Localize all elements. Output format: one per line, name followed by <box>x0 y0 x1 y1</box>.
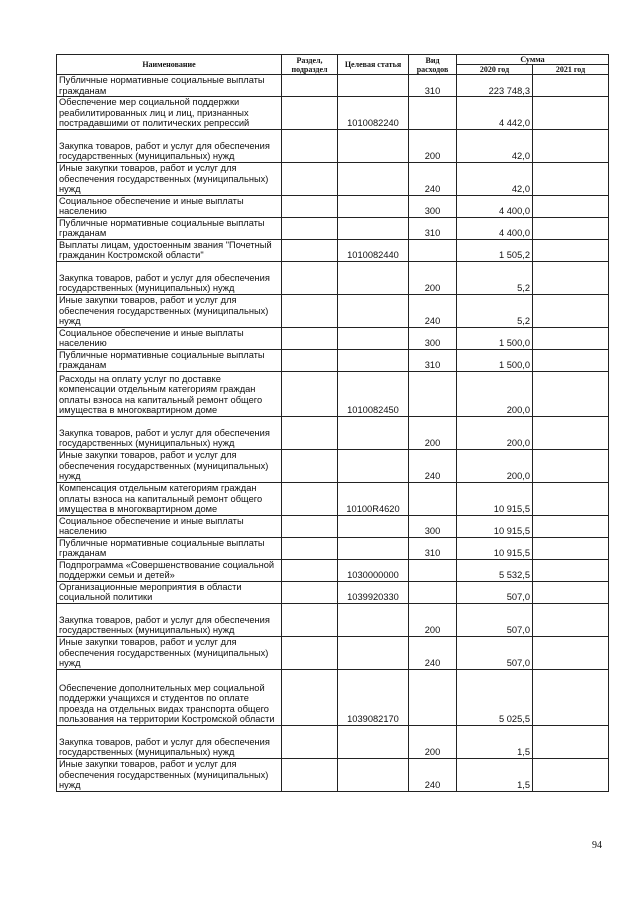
row-kind: 310 <box>409 537 457 559</box>
table-row <box>57 636 609 669</box>
row-target: 1010082440 <box>338 239 409 261</box>
row-sum-2021 <box>533 581 609 603</box>
row-name: Подпрограмма «Совершенствование социальной поддержки семьи и детей» <box>57 559 282 581</box>
table-row <box>57 603 609 636</box>
table-row <box>57 75 609 97</box>
row-sum-2020: 4 442,0 <box>457 97 533 130</box>
row-target <box>338 758 409 791</box>
table-row <box>57 559 609 581</box>
row-sum-2020: 1,5 <box>457 725 533 758</box>
row-sum-2020: 5,2 <box>457 294 533 327</box>
header-target: Целевая статья <box>338 55 409 75</box>
row-sum-2021 <box>533 162 609 195</box>
row-section <box>282 349 338 371</box>
row-name: Выплаты лицам, удостоенным звания "Почетный гражданин Костромской области" <box>57 239 282 261</box>
row-target <box>338 294 409 327</box>
row-section <box>282 581 338 603</box>
row-kind: 240 <box>409 636 457 669</box>
row-sum-2020: 1 505,2 <box>457 239 533 261</box>
row-sum-2021 <box>533 75 609 97</box>
row-section <box>282 239 338 261</box>
header-kind: Вид расходов <box>409 55 457 75</box>
row-kind: 240 <box>409 162 457 195</box>
row-kind: 200 <box>409 603 457 636</box>
row-sum-2020: 223 748,3 <box>457 75 533 97</box>
row-sum-2021 <box>533 349 609 371</box>
budget-table <box>56 54 609 792</box>
row-kind <box>409 239 457 261</box>
row-section <box>282 217 338 239</box>
header-sum: Сумма <box>457 55 609 65</box>
row-sum-2020: 1,5 <box>457 758 533 791</box>
row-sum-2020: 10 915,5 <box>457 537 533 559</box>
row-target: 1030000000 <box>338 559 409 581</box>
row-target <box>338 75 409 97</box>
table-row <box>57 449 609 482</box>
row-section <box>282 75 338 97</box>
row-sum-2021 <box>533 603 609 636</box>
table-row <box>57 416 609 449</box>
row-kind: 300 <box>409 327 457 349</box>
row-name: Иные закупки товаров, работ и услуг для обеспечения государственных (муниципальных) нужд <box>57 294 282 327</box>
row-kind: 240 <box>409 449 457 482</box>
row-target <box>338 327 409 349</box>
row-section <box>282 758 338 791</box>
row-sum-2020: 200,0 <box>457 416 533 449</box>
row-sum-2020: 1 500,0 <box>457 349 533 371</box>
row-target <box>338 515 409 537</box>
header-year-2021: 2021 год <box>533 65 609 75</box>
row-name: Иные закупки товаров, работ и услуг для обеспечения государственных (муниципальных) нужд <box>57 162 282 195</box>
row-section <box>282 97 338 130</box>
row-sum-2020: 10 915,5 <box>457 482 533 515</box>
table-row <box>57 97 609 130</box>
row-kind: 310 <box>409 349 457 371</box>
row-kind: 300 <box>409 195 457 217</box>
row-sum-2021 <box>533 371 609 416</box>
row-name: Компенсация отдельным категориям граждан оплаты взноса на капитальный ремонт общего имущества в многоквартирном доме <box>57 482 282 515</box>
row-kind <box>409 97 457 130</box>
row-section <box>282 195 338 217</box>
row-kind <box>409 581 457 603</box>
row-kind: 310 <box>409 75 457 97</box>
row-kind: 300 <box>409 515 457 537</box>
row-target <box>338 261 409 294</box>
table-row <box>57 537 609 559</box>
row-sum-2021 <box>533 261 609 294</box>
row-name: Иные закупки товаров, работ и услуг для обеспечения государственных (муниципальных) нужд <box>57 758 282 791</box>
row-kind <box>409 371 457 416</box>
row-sum-2020: 5 025,5 <box>457 669 533 725</box>
table-row <box>57 129 609 162</box>
table-row <box>57 581 609 603</box>
row-kind <box>409 482 457 515</box>
row-sum-2020: 42,0 <box>457 129 533 162</box>
row-name: Обеспечение мер социальной поддержки реабилитированных лиц и лиц, признанных пострадавшими от политических репрессий <box>57 97 282 130</box>
row-section <box>282 162 338 195</box>
row-target <box>338 636 409 669</box>
row-target <box>338 537 409 559</box>
row-sum-2020: 5 532,5 <box>457 559 533 581</box>
row-name: Публичные нормативные социальные выплаты гражданам <box>57 75 282 97</box>
header-year-2020: 2020 год <box>457 65 533 75</box>
table-row <box>57 294 609 327</box>
row-sum-2021 <box>533 294 609 327</box>
row-name: Социальное обеспечение и иные выплаты населению <box>57 515 282 537</box>
row-kind <box>409 559 457 581</box>
row-kind: 200 <box>409 416 457 449</box>
row-sum-2021 <box>533 449 609 482</box>
row-target <box>338 725 409 758</box>
row-name: Иные закупки товаров, работ и услуг для обеспечения государственных (муниципальных) нужд <box>57 449 282 482</box>
row-section <box>282 636 338 669</box>
row-name: Публичные нормативные социальные выплаты гражданам <box>57 537 282 559</box>
row-section <box>282 603 338 636</box>
row-target: 1010082240 <box>338 97 409 130</box>
row-section <box>282 327 338 349</box>
row-sum-2020: 4 400,0 <box>457 195 533 217</box>
row-sum-2020: 4 400,0 <box>457 217 533 239</box>
row-name: Социальное обеспечение и иные выплаты населению <box>57 195 282 217</box>
row-name: Публичные нормативные социальные выплаты гражданам <box>57 349 282 371</box>
table-header <box>57 55 609 75</box>
table-row <box>57 758 609 791</box>
row-sum-2021 <box>533 669 609 725</box>
row-sum-2020: 1 500,0 <box>457 327 533 349</box>
row-sum-2021 <box>533 636 609 669</box>
row-target: 1039082170 <box>338 669 409 725</box>
row-sum-2021 <box>533 129 609 162</box>
row-section <box>282 129 338 162</box>
table-row <box>57 725 609 758</box>
row-name: Иные закупки товаров, работ и услуг для обеспечения государственных (муниципальных) нужд <box>57 636 282 669</box>
row-sum-2020: 10 915,5 <box>457 515 533 537</box>
row-target <box>338 416 409 449</box>
header-name: Наименование <box>57 55 282 75</box>
row-sum-2021 <box>533 758 609 791</box>
row-section <box>282 559 338 581</box>
table-row <box>57 515 609 537</box>
row-section <box>282 371 338 416</box>
row-section <box>282 416 338 449</box>
row-name: Публичные нормативные социальные выплаты гражданам <box>57 217 282 239</box>
row-name: Социальное обеспечение и иные выплаты населению <box>57 327 282 349</box>
row-target <box>338 349 409 371</box>
row-section <box>282 515 338 537</box>
table-row <box>57 239 609 261</box>
row-target: 1039920330 <box>338 581 409 603</box>
row-kind: 310 <box>409 217 457 239</box>
row-sum-2021 <box>533 416 609 449</box>
header-section: Раздел, подраздел <box>282 55 338 75</box>
table-row <box>57 371 609 416</box>
row-sum-2021 <box>533 239 609 261</box>
row-sum-2020: 507,0 <box>457 636 533 669</box>
row-section <box>282 261 338 294</box>
row-target <box>338 603 409 636</box>
row-sum-2021 <box>533 195 609 217</box>
row-section <box>282 725 338 758</box>
table-row <box>57 349 609 371</box>
row-target <box>338 162 409 195</box>
row-sum-2021 <box>533 217 609 239</box>
table-row <box>57 217 609 239</box>
row-sum-2021 <box>533 97 609 130</box>
table-row <box>57 327 609 349</box>
row-kind: 200 <box>409 725 457 758</box>
row-section <box>282 449 338 482</box>
row-target <box>338 217 409 239</box>
row-kind: 240 <box>409 758 457 791</box>
row-kind: 200 <box>409 129 457 162</box>
row-section <box>282 537 338 559</box>
row-section <box>282 669 338 725</box>
row-target <box>338 129 409 162</box>
table-row <box>57 261 609 294</box>
row-name: Организационные мероприятия в области социальной политики <box>57 581 282 603</box>
row-section <box>282 482 338 515</box>
page-number: 94 <box>592 840 602 851</box>
row-sum-2021 <box>533 537 609 559</box>
table-row <box>57 669 609 725</box>
row-name: Расходы на оплату услуг по доставке компенсации отдельным категориям граждан оплаты взноса на капитальный ремонт общего имущества в многоквартирном доме <box>57 371 282 416</box>
row-name: Закупка товаров, работ и услуг для обеспечения государственных (муниципальных) нужд <box>57 603 282 636</box>
row-target: 10100R4620 <box>338 482 409 515</box>
table-row <box>57 482 609 515</box>
row-target: 1010082450 <box>338 371 409 416</box>
row-sum-2021 <box>533 327 609 349</box>
row-sum-2020: 42,0 <box>457 162 533 195</box>
row-sum-2021 <box>533 482 609 515</box>
row-sum-2020: 200,0 <box>457 371 533 416</box>
table-row <box>57 195 609 217</box>
row-name: Закупка товаров, работ и услуг для обеспечения государственных (муниципальных) нужд <box>57 416 282 449</box>
row-sum-2021 <box>533 515 609 537</box>
row-name: Закупка товаров, работ и услуг для обеспечения государственных (муниципальных) нужд <box>57 129 282 162</box>
row-target <box>338 449 409 482</box>
row-name: Закупка товаров, работ и услуг для обеспечения государственных (муниципальных) нужд <box>57 261 282 294</box>
row-name: Закупка товаров, работ и услуг для обеспечения государственных (муниципальных) нужд <box>57 725 282 758</box>
row-sum-2020: 507,0 <box>457 603 533 636</box>
table-row <box>57 162 609 195</box>
row-sum-2020: 5,2 <box>457 261 533 294</box>
row-kind: 200 <box>409 261 457 294</box>
row-sum-2020: 507,0 <box>457 581 533 603</box>
row-section <box>282 294 338 327</box>
row-kind: 240 <box>409 294 457 327</box>
row-sum-2021 <box>533 559 609 581</box>
table-body <box>57 75 609 792</box>
row-sum-2020: 200,0 <box>457 449 533 482</box>
row-kind <box>409 669 457 725</box>
row-sum-2021 <box>533 725 609 758</box>
row-target <box>338 195 409 217</box>
row-name: Обеспечение дополнительных мер социальной поддержки учащихся и студентов по оплате проезда на отдельных видах транспорта общего пользования на территории Костромской области <box>57 669 282 725</box>
